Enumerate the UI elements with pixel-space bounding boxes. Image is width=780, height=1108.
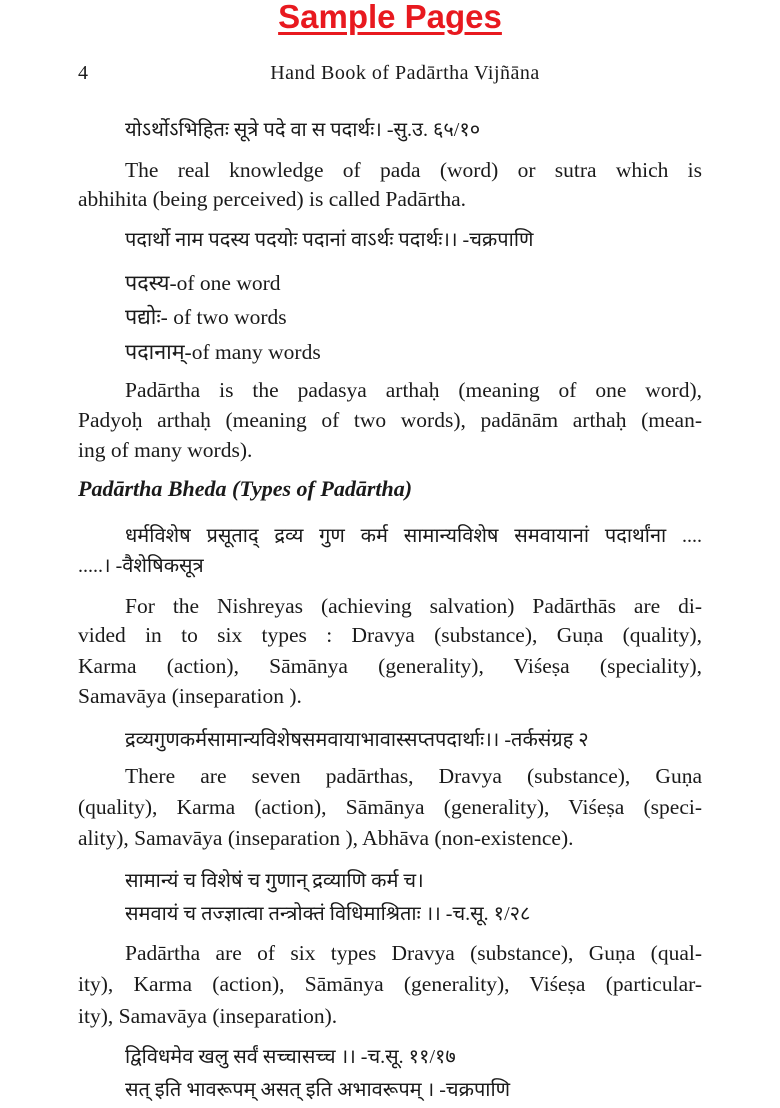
sanskrit-verse-line: पदार्थो नाम पदस्य पदयोः पदानां वाऽर्थः पदार्थः।। -चक्रपाणि [125,229,534,251]
running-head: Hand Book of Padārtha Vijñāna [270,62,540,84]
text-line: ity), Samavāya (inseparation). [78,1004,338,1028]
sanskrit-verse-line: द्विविधमेव खलु सर्वं सच्चासच्च ।। -च.सू. ११/१७ [125,1046,456,1068]
text-line: पदस्य-of one word [125,271,281,295]
text-line: The real knowledge of pada (word) or sutra which is [125,158,702,182]
section-heading: Padārtha Bheda (Types of Padārtha) [78,476,413,501]
text-line: ity), Karma (action), Sāmānya (generality), Viśeṣa (particular- [78,972,702,996]
text-line: ality), Samavāya (inseparation ), Abhāva (non-existence). [78,826,574,850]
sanskrit-verse-line: योऽर्थोऽभिहितः सूत्रे पदे वा स पदार्थः। -सु.उ. ६५/१० [125,119,481,141]
sanskrit-verse-line: समवायं च तज्ज्ञात्वा तन्त्रोक्तं विधिमाश्रिताः ।। -च.सू. १/२८ [125,903,531,925]
text-line: (quality), Karma (action), Sāmānya (generality), Viśeṣa (speci- [78,795,702,819]
sanskrit-verse-line: .....। -वैशेषिकसूत्र [78,555,204,577]
sanskrit-verse-line: सामान्यं च विशेषं च गुणान् द्रव्याणि कर्म च। [125,870,424,892]
sanskrit-verse-line: धर्मविशेष प्रसूताद् द्रव्य गुण कर्म सामान्यविशेष समवायानां पदार्थांना .... [125,525,702,547]
banner-text: Sample Pages [278,0,502,35]
text-line: Karma (action), Sāmānya (generality), Viśeṣa (speciality), [78,654,702,678]
text-line: For the Nishreyas (achieving salvation) Padārthās are di- [125,594,702,618]
text-line: Padārtha is the padasya arthaḥ (meaning of one word), [125,378,702,402]
text-line: vided in to six types : Dravya (substance), Guṇa (quality), [78,623,702,647]
page-number: 4 [78,62,88,84]
text-line: ing of many words). [78,438,253,462]
sanskrit-verse-line: द्रव्यगुणकर्मसामान्यविशेषसमवायाभावास्सप्तपदार्थाः।। -तर्कसंग्रह २ [125,729,589,751]
text-line: abhihita (being perceived) is called Padārtha. [78,187,467,211]
text-line: There are seven padārthas, Dravya (substance), Guṇa [125,764,702,788]
sanskrit-verse-line: सत् इति भावरूपम् असत् इति अभावरूपम् । -चक्रपाणि [125,1079,511,1101]
text-line: Padyoḥ arthaḥ (meaning of two words), padānām arthaḥ (mean- [78,408,702,432]
text-line: Samavāya (inseparation ). [78,684,302,708]
text-line: Padārtha are of six types Dravya (substance), Guṇa (qual- [125,941,702,965]
text-line: पद्योः- of two words [125,305,287,329]
text-line: पदानाम्-of many words [125,340,321,364]
sample-pages-banner [0,0,780,36]
